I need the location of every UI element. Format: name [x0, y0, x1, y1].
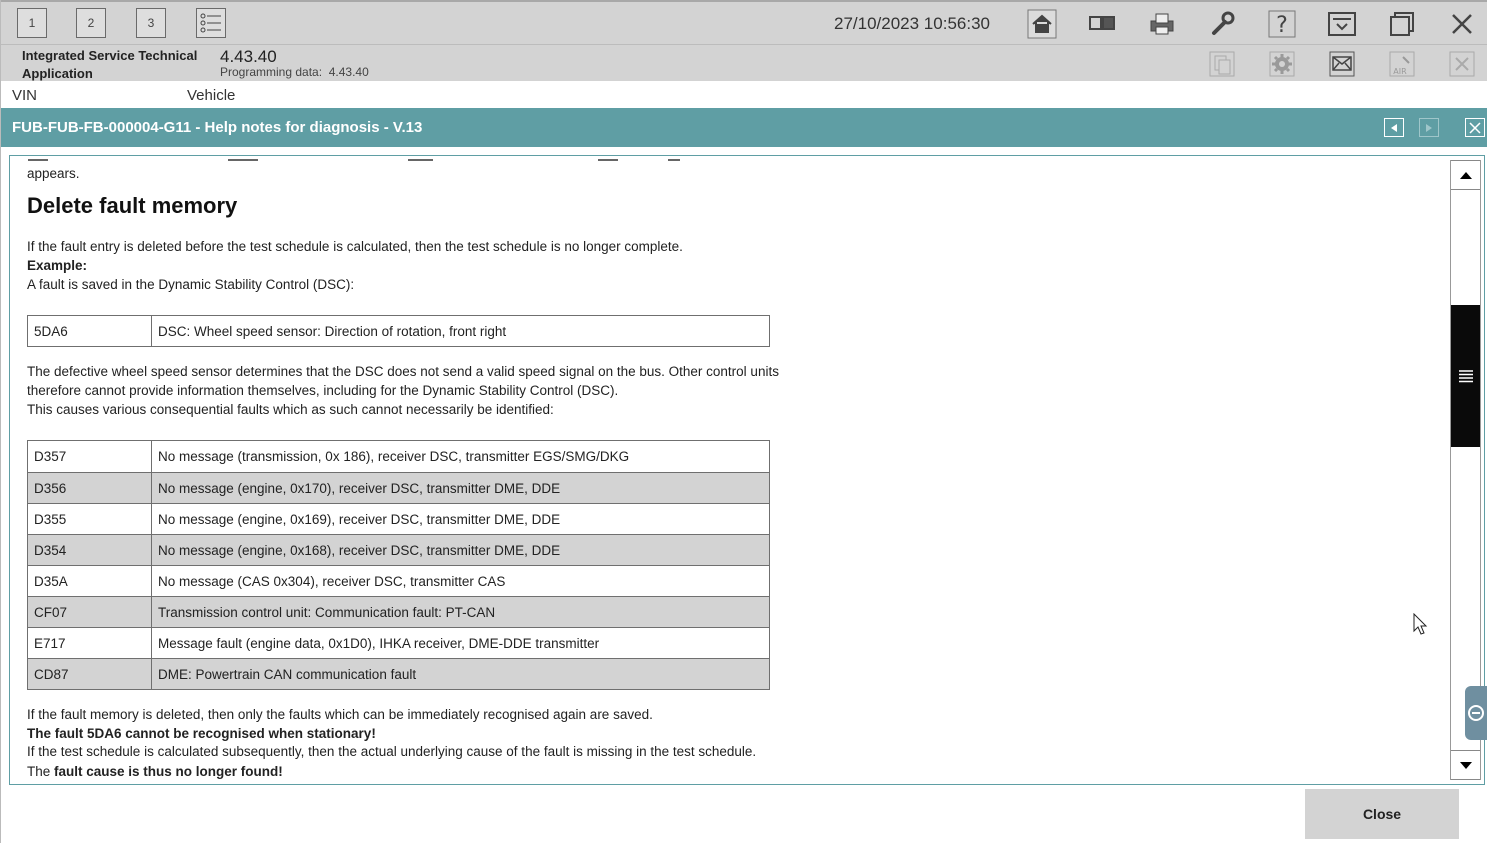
- fault-code: D355: [28, 504, 152, 535]
- close-icon[interactable]: [1445, 7, 1479, 41]
- help-content: [26, 156, 1446, 784]
- table-row: [28, 504, 770, 535]
- copy-icon[interactable]: [1206, 48, 1238, 80]
- close-icon: [1469, 122, 1481, 134]
- content-frame: [9, 155, 1485, 785]
- fault-code: CD87: [28, 659, 152, 690]
- fault-description: DSC: Wheel speed sensor: Direction of rotation, front right: [152, 316, 770, 347]
- fault-description: No message (engine, 0x168), receiver DSC, transmitter DME, DDE: [152, 535, 770, 566]
- tab-3-button[interactable]: 3: [136, 8, 166, 38]
- programming-data: [220, 65, 369, 79]
- fault-table-consequential: [27, 440, 770, 690]
- fault-description: No message (engine, 0x170), receiver DSC, transmitter DME, DDE: [152, 473, 770, 504]
- paragraph-3a: The defective wheel speed sensor determines that the DSC does not send a valid speed signal on the bus. Other control units: [27, 364, 779, 379]
- fault-description: No message (CAS 0x304), receiver DSC, transmitter CAS: [152, 566, 770, 597]
- dialog-title: FUB-FUB-FB-000004-G11 - Help notes for diagnosis - V.13: [12, 119, 423, 136]
- gear-icon[interactable]: [1266, 48, 1298, 80]
- fault-code: CF07: [28, 597, 152, 628]
- text-line: appears.: [27, 166, 80, 181]
- next-page-button[interactable]: [1419, 118, 1439, 137]
- paragraph-3c: This causes various consequential faults which as such cannot necessarily be identified:: [27, 402, 554, 417]
- wrench-icon[interactable]: [1205, 7, 1239, 41]
- example-label: Example:: [27, 258, 88, 273]
- scroll-thumb[interactable]: [1451, 305, 1480, 447]
- tab-2-button[interactable]: 2: [76, 8, 106, 38]
- close-button[interactable]: Close: [1305, 789, 1459, 839]
- triangle-up-icon: [1459, 171, 1473, 180]
- split-view-icon[interactable]: [1085, 7, 1119, 41]
- mail-icon[interactable]: [1326, 48, 1358, 80]
- fault-code: 5DA6: [28, 316, 152, 347]
- paragraph-3b: therefore cannot provide information themselves, including for the Dynamic Stability Control (DSC).: [27, 383, 619, 398]
- top-toolbar: [0, 0, 1487, 44]
- list-icon[interactable]: [196, 8, 226, 38]
- table-row: [28, 597, 770, 628]
- scroll-up-button[interactable]: [1451, 160, 1480, 190]
- svg-text:AIR: AIR: [1393, 67, 1407, 76]
- fault-code: E717: [28, 628, 152, 659]
- table-row: [28, 441, 770, 473]
- dialog-header: [0, 108, 1487, 147]
- fault-description: DME: Powertrain CAN communication fault: [152, 659, 770, 690]
- paragraph-6: If the test schedule is calculated subsequently, then the actual underlying cause of the fault is missing in the test schedule.: [27, 744, 757, 759]
- cut-off-text-fragment: [28, 157, 688, 163]
- vehicle-label: Vehicle: [187, 87, 236, 104]
- table-row: [28, 535, 770, 566]
- programming-label: Programming data:: [220, 65, 323, 79]
- datetime: 27/10/2023 10:56:30: [834, 14, 990, 33]
- section-heading: Delete fault memory: [27, 193, 238, 218]
- paragraph-5: The fault 5DA6 cannot be recognised when stationary!: [27, 726, 376, 741]
- cut-off-text-line: [28, 156, 688, 168]
- table-row: [28, 659, 770, 690]
- paragraph-4: If the fault memory is deleted, then only the faults which can be immediately recognised again are saved.: [27, 707, 653, 722]
- fault-description: No message (transmission, 0x 186), receiver DSC, transmitter EGS/SMG/DKG: [152, 441, 770, 473]
- triangle-down-icon: [1459, 761, 1473, 770]
- paragraph-1: If the fault entry is deleted before the test schedule is calculated, then the test schedule is no longer complete.: [27, 239, 683, 254]
- tab-1-button[interactable]: 1: [17, 8, 47, 38]
- previous-page-button[interactable]: [1384, 118, 1404, 137]
- paragraph-7-prefix: The: [27, 764, 55, 779]
- paragraph-7: [27, 762, 283, 781]
- link-icon: [1467, 704, 1485, 722]
- window-icon[interactable]: [1385, 7, 1419, 41]
- help-icon[interactable]: [1265, 7, 1299, 41]
- close-icon[interactable]: [1446, 48, 1478, 80]
- fault-description: Message fault (engine data, 0x1D0), IHKA receiver, DME-DDE transmitter: [152, 628, 770, 659]
- fault-code: D357: [28, 441, 152, 473]
- fault-description: Transmission control unit: Communication fault: PT-CAN: [152, 597, 770, 628]
- table-row: [28, 316, 770, 347]
- mouse-cursor-icon: [1413, 613, 1429, 637]
- fault-code: D35A: [28, 566, 152, 597]
- paragraph-7-bold: fault cause is thus no longer found!: [54, 764, 283, 779]
- svg-text:?: ?: [1276, 13, 1288, 38]
- fault-code: D354: [28, 535, 152, 566]
- air-icon[interactable]: [1386, 48, 1418, 80]
- print-icon[interactable]: [1145, 7, 1179, 41]
- side-panel-tab[interactable]: [1465, 686, 1487, 740]
- version: 4.43.40: [220, 47, 277, 66]
- dialog-close-button[interactable]: [1465, 118, 1485, 137]
- table-row: [28, 566, 770, 597]
- programming-value: 4.43.40: [328, 65, 369, 79]
- vin-bar: [0, 81, 1487, 108]
- fault-code: D356: [28, 473, 152, 504]
- app-name: Integrated Service Technical Application: [22, 48, 198, 81]
- paragraph-2: A fault is saved in the Dynamic Stability Control (DSC):: [27, 277, 355, 292]
- grip-icon: [1458, 369, 1474, 383]
- table-row: [28, 628, 770, 659]
- vin-label: VIN: [12, 87, 38, 104]
- arrow-left-icon: [1389, 123, 1399, 133]
- fault-table-primary: [27, 315, 770, 347]
- table-row: [28, 473, 770, 504]
- fault-description: No message (engine, 0x169), receiver DSC, transmitter DME, DDE: [152, 504, 770, 535]
- arrow-right-icon: [1424, 123, 1434, 133]
- scroll-down-button[interactable]: [1451, 750, 1480, 780]
- home-icon[interactable]: [1025, 7, 1059, 41]
- dropdown-menu-icon[interactable]: [1325, 7, 1359, 41]
- app-info-bar: [0, 44, 1487, 81]
